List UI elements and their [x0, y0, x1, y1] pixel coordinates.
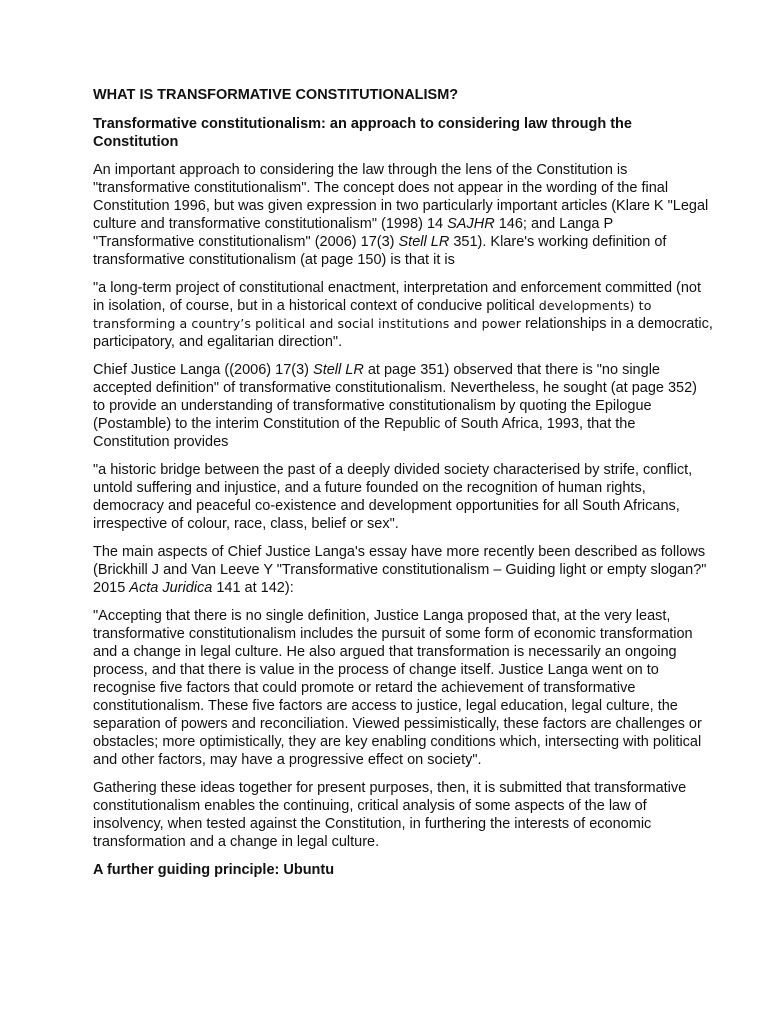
quote-brickhill: "Accepting that there is no single definition, Justice Langa proposed that, at the very least, transformative constitutionalism includes the pursuit of some form of economic transformation and a change in legal culture. He also argued that transformation is necessarily an ongoing process, and that there is value in the process of change itself. Justice Langa went on to recognise five factors that could promote or retard the achievement of transformative constitutionalism. These five factors are access to justice, legal education, legal culture, the separation of powers and reconciliation. Viewed pessimistically, these factors are challenges or obstacles; more optimistically, they are key enabling conditions which, intersecting with political and other factors, may have a progressive effect on society".	[93, 608, 702, 768]
paragraph-langa-text-b: at page 351) observed that there is "no single accepted definition" of transformative constitutionalism. Nevertheless, he sought (at page 352) to provide an understanding of transformative constitutionalism by quoting the Epilogue (Postamble) to the interim Constitution of the Republic of South Africa, 1993, that the Constitution provides	[93, 362, 698, 450]
citation-acta-juridica: Acta Juridica	[129, 580, 213, 596]
paragraph-intro-text-b: 146; and Langa P "Transformative constitutionalism" (2006) 17(3)	[93, 216, 613, 250]
quote-klare-text-b: developments) to transforming a country’s political and social institutions and power	[93, 298, 652, 331]
paragraph-brickhill	[93, 543, 713, 597]
quote-klare-text-c: relationships in a democratic, participatory, and egalitarian direction".	[93, 316, 713, 350]
paragraph-brickhill-text-b: 141 at 142):	[212, 580, 294, 596]
quote-klare-text-a: "a long-term project of constitutional enactment, interpretation and enforcement committed (not in isolation, of course, but in a historical context of conducive political	[93, 280, 702, 314]
section-heading: Transformative constitutionalism: an approach to considering law through the Constitution	[93, 116, 632, 150]
paragraph-langa	[93, 361, 713, 451]
paragraph-intro-text-a: An important approach to considering the law through the lens of the Constitution is "transformative constitutionalism". The concept does not appear in the wording of the final Constitution 1996, but was given expression in two particularly important articles (Klare K "Legal culture and transformative constitutionalism" (1998) 14	[93, 162, 709, 232]
citation-sajhr: SAJHR	[447, 216, 495, 232]
paragraph-summary: Gathering these ideas together for present purposes, then, it is submitted that transformative constitutionalism enables the continuing, critical analysis of some aspects of the law of insolvency, when tested against the Constitution, in furthering the interests of economic transformation and a change in legal culture.	[93, 780, 687, 850]
paragraph-langa-text-a: Chief Justice Langa ((2006) 17(3)	[93, 362, 314, 378]
paragraph-intro	[93, 161, 713, 269]
section-heading-ubuntu: A further guiding principle: Ubuntu	[93, 862, 335, 878]
document-title: WHAT IS TRANSFORMATIVE CONSTITUTIONALISM?	[93, 87, 459, 103]
paragraph-intro-text-c: 351). Klare's working definition of transformative constitutionalism (at page 150) is that it is	[93, 234, 667, 268]
quote-postamble: "a historic bridge between the past of a deeply divided society characterised by strife, conflict, untold suffering and injustice, and a future founded on the recognition of human rights, democracy and peaceful co-existence and development opportunities for all South Africans, irrespective of colour, race, class, belief or sex".	[93, 462, 693, 532]
quote-klare	[93, 279, 713, 351]
paragraph-brickhill-text-a: The main aspects of Chief Justice Langa's essay have more recently been described as follows (Brickhill J and Van Leeve Y "Transformative constitutionalism – Guiding light or empty slogan?" 2015	[93, 544, 707, 596]
citation-stell-lr-2: Stell LR	[313, 362, 364, 378]
document-page	[93, 86, 713, 889]
citation-stell-lr: Stell LR	[398, 234, 450, 250]
